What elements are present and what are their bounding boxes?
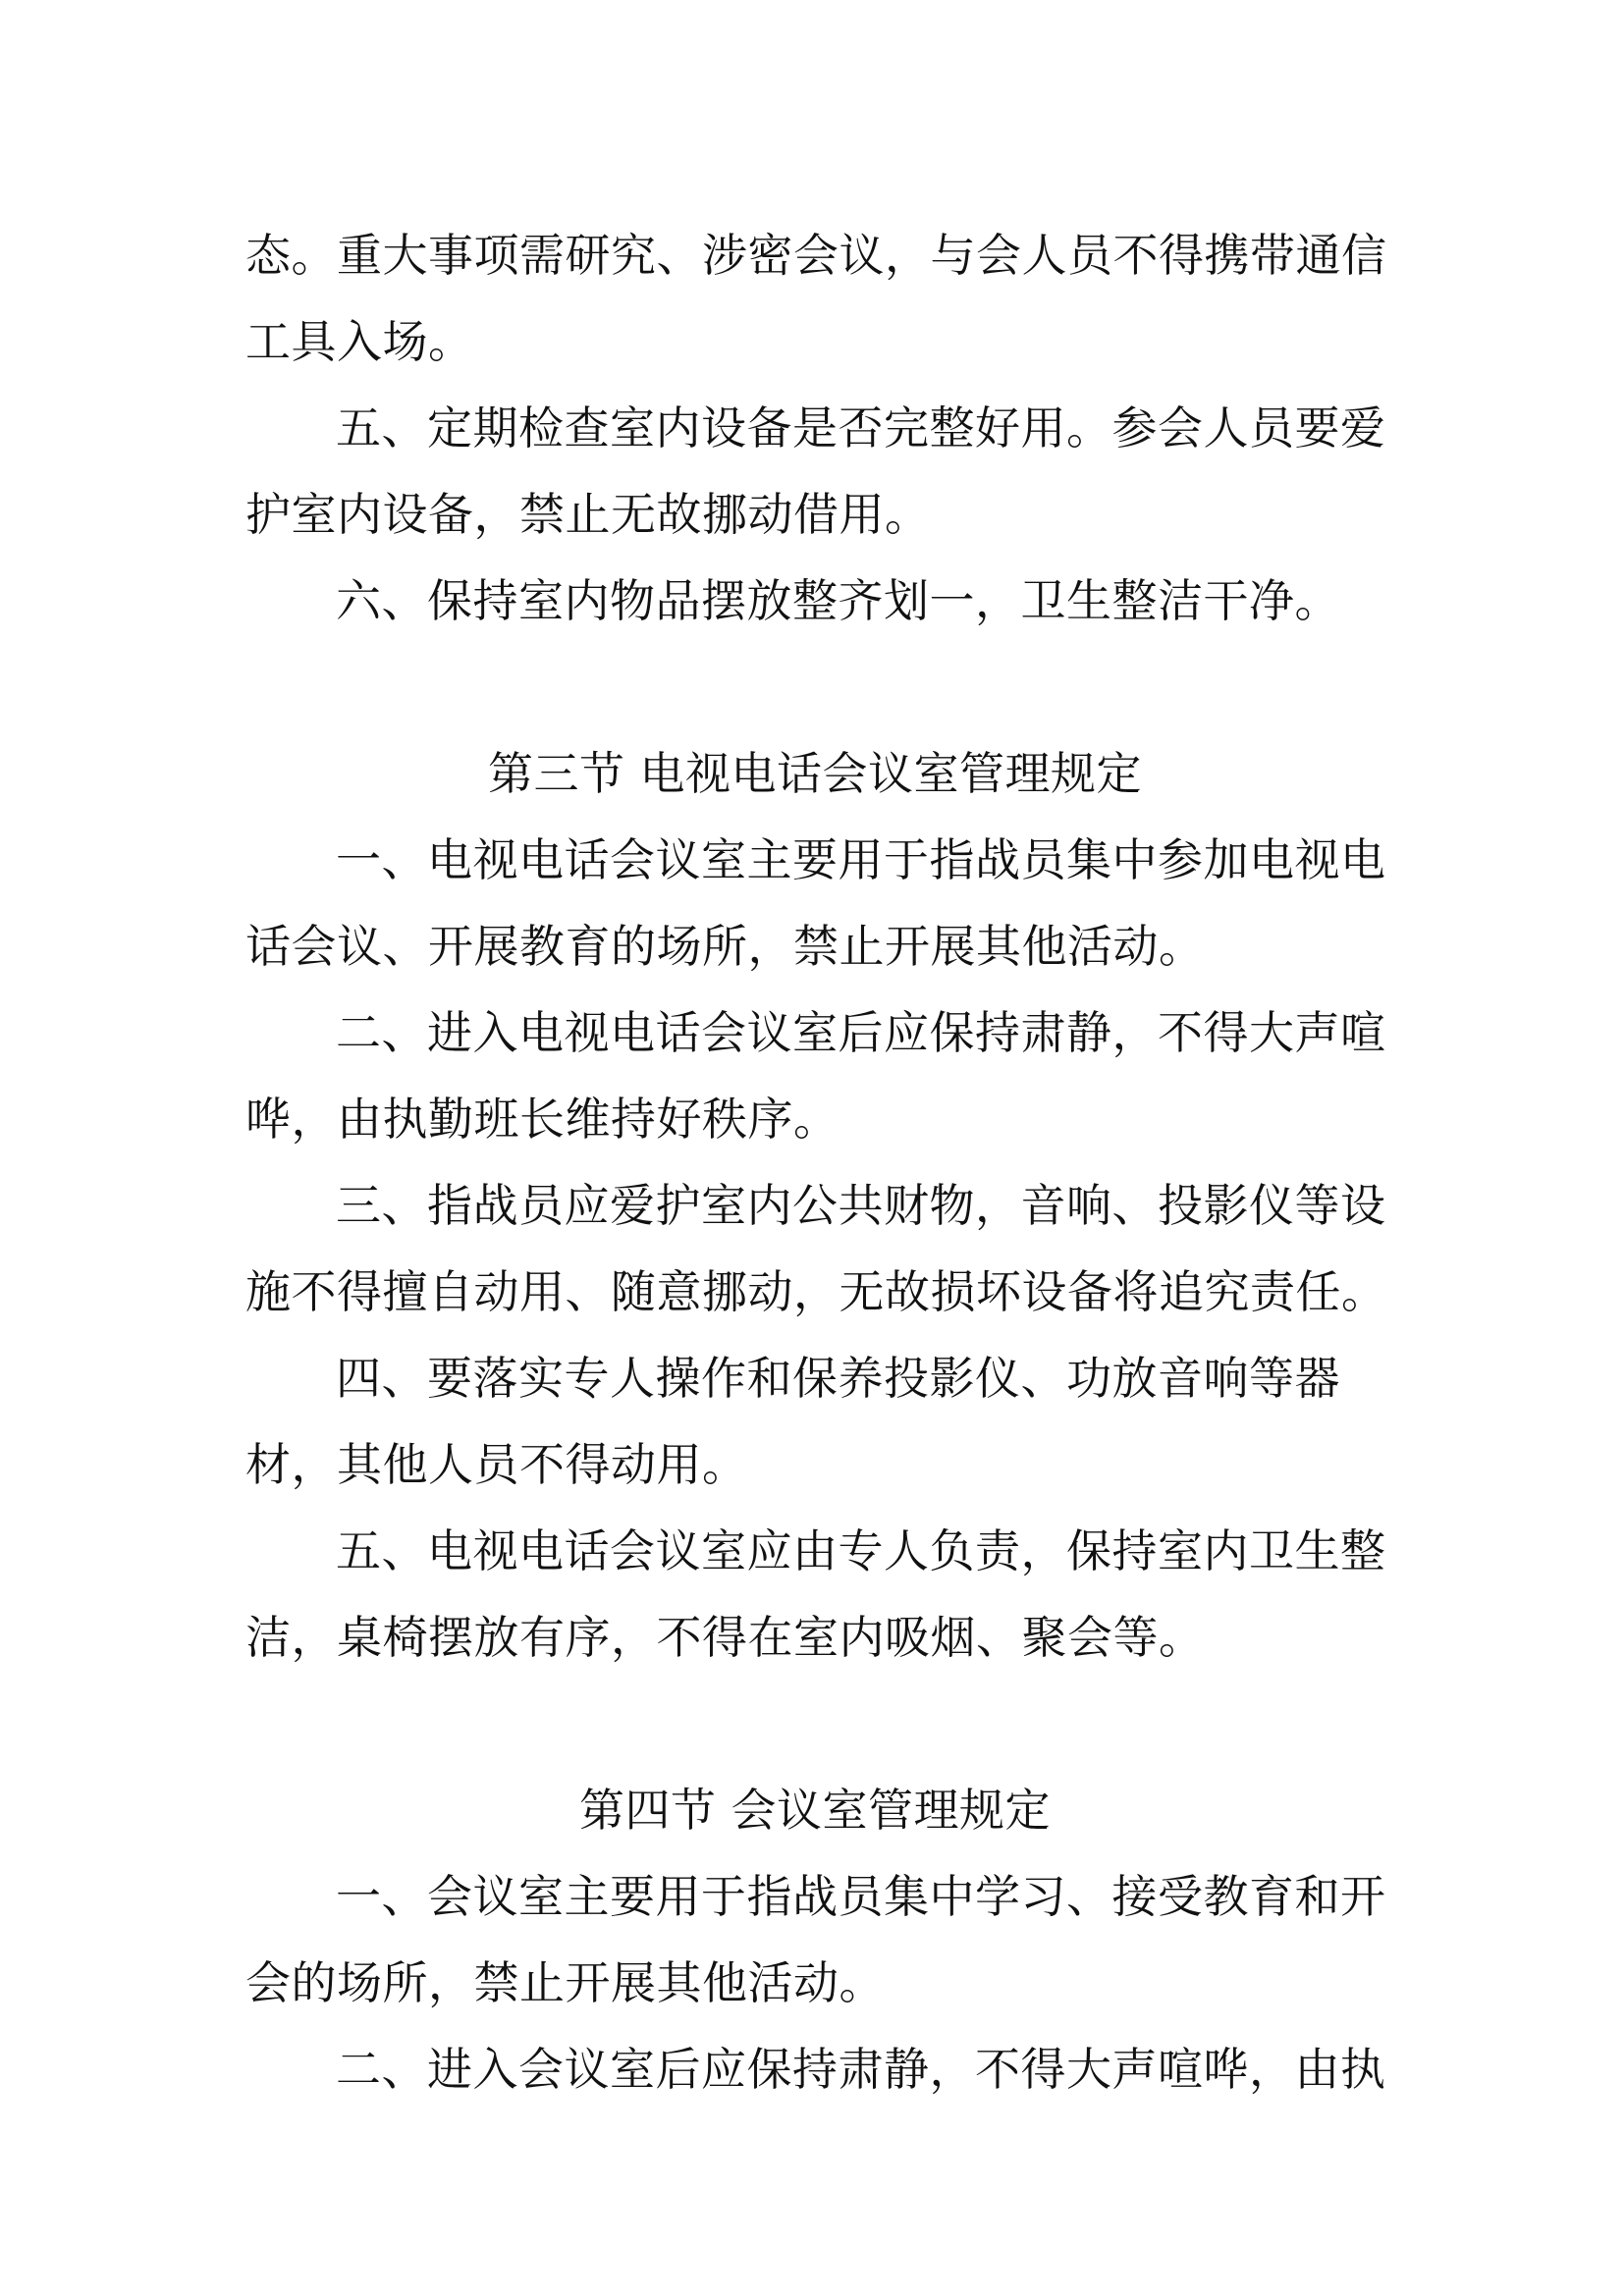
paragraph-line: 会的场所，禁止开展其他活动。: [245, 1956, 885, 2009]
paragraph-line: 四、要落实专人操作和保养投影仪、功放音响等器: [336, 1352, 1340, 1405]
document-page: [245, 212, 1387, 2112]
paragraph-line: 三、指战员应爱护室内公共财物，音响、投影仪等设: [336, 1179, 1386, 1232]
paragraph-line: 施不得擅自动用、随意挪动，无故损坏设备将追究责任。: [245, 1265, 1387, 1318]
section-heading: 第三节 电视电话会议室管理规定: [487, 747, 1143, 800]
paragraph-line: 二、进入电视电话会议室后应保持肃静，不得大声喧: [336, 1006, 1386, 1059]
paragraph-line: 材，其他人员不得动用。: [245, 1438, 748, 1491]
paragraph-line: 五、电视电话会议室应由专人负责，保持室内卫生整: [336, 1524, 1386, 1577]
paragraph-line: 二、进入会议室后应保持肃静，不得大声喧哗，由执: [336, 2043, 1386, 2096]
paragraph-line: 态。重大事项需研究、涉密会议，与会人员不得携带通信: [245, 229, 1387, 282]
paragraph-line: 一、电视电话会议室主要用于指战员集中参加电视电: [336, 833, 1386, 886]
paragraph-line: 一、会议室主要用于指战员集中学习、接受教育和开: [336, 1870, 1386, 1923]
paragraph-line: 话会议、开展教育的场所，禁止开展其他活动。: [245, 920, 1205, 973]
paragraph-line: 哗，由执勤班长维持好秩序。: [245, 1093, 839, 1146]
section-gap: [245, 1681, 1384, 1767]
paragraph-line: 洁，桌椅摆放有序，不得在室内吸烟、聚会等。: [245, 1611, 1205, 1664]
paragraph-line: 工具入场。: [245, 315, 474, 368]
section-heading: 第四节 会议室管理规定: [578, 1784, 1052, 1837]
section-gap: [245, 644, 1384, 730]
paragraph-line: 护室内设备，禁止无故挪动借用。: [245, 488, 931, 541]
paragraph-line: 六、保持室内物品摆放整齐划一，卫生整洁干净。: [336, 574, 1340, 627]
paragraph-line: 五、定期检查室内设备是否完整好用。参会人员要爱: [336, 401, 1386, 454]
